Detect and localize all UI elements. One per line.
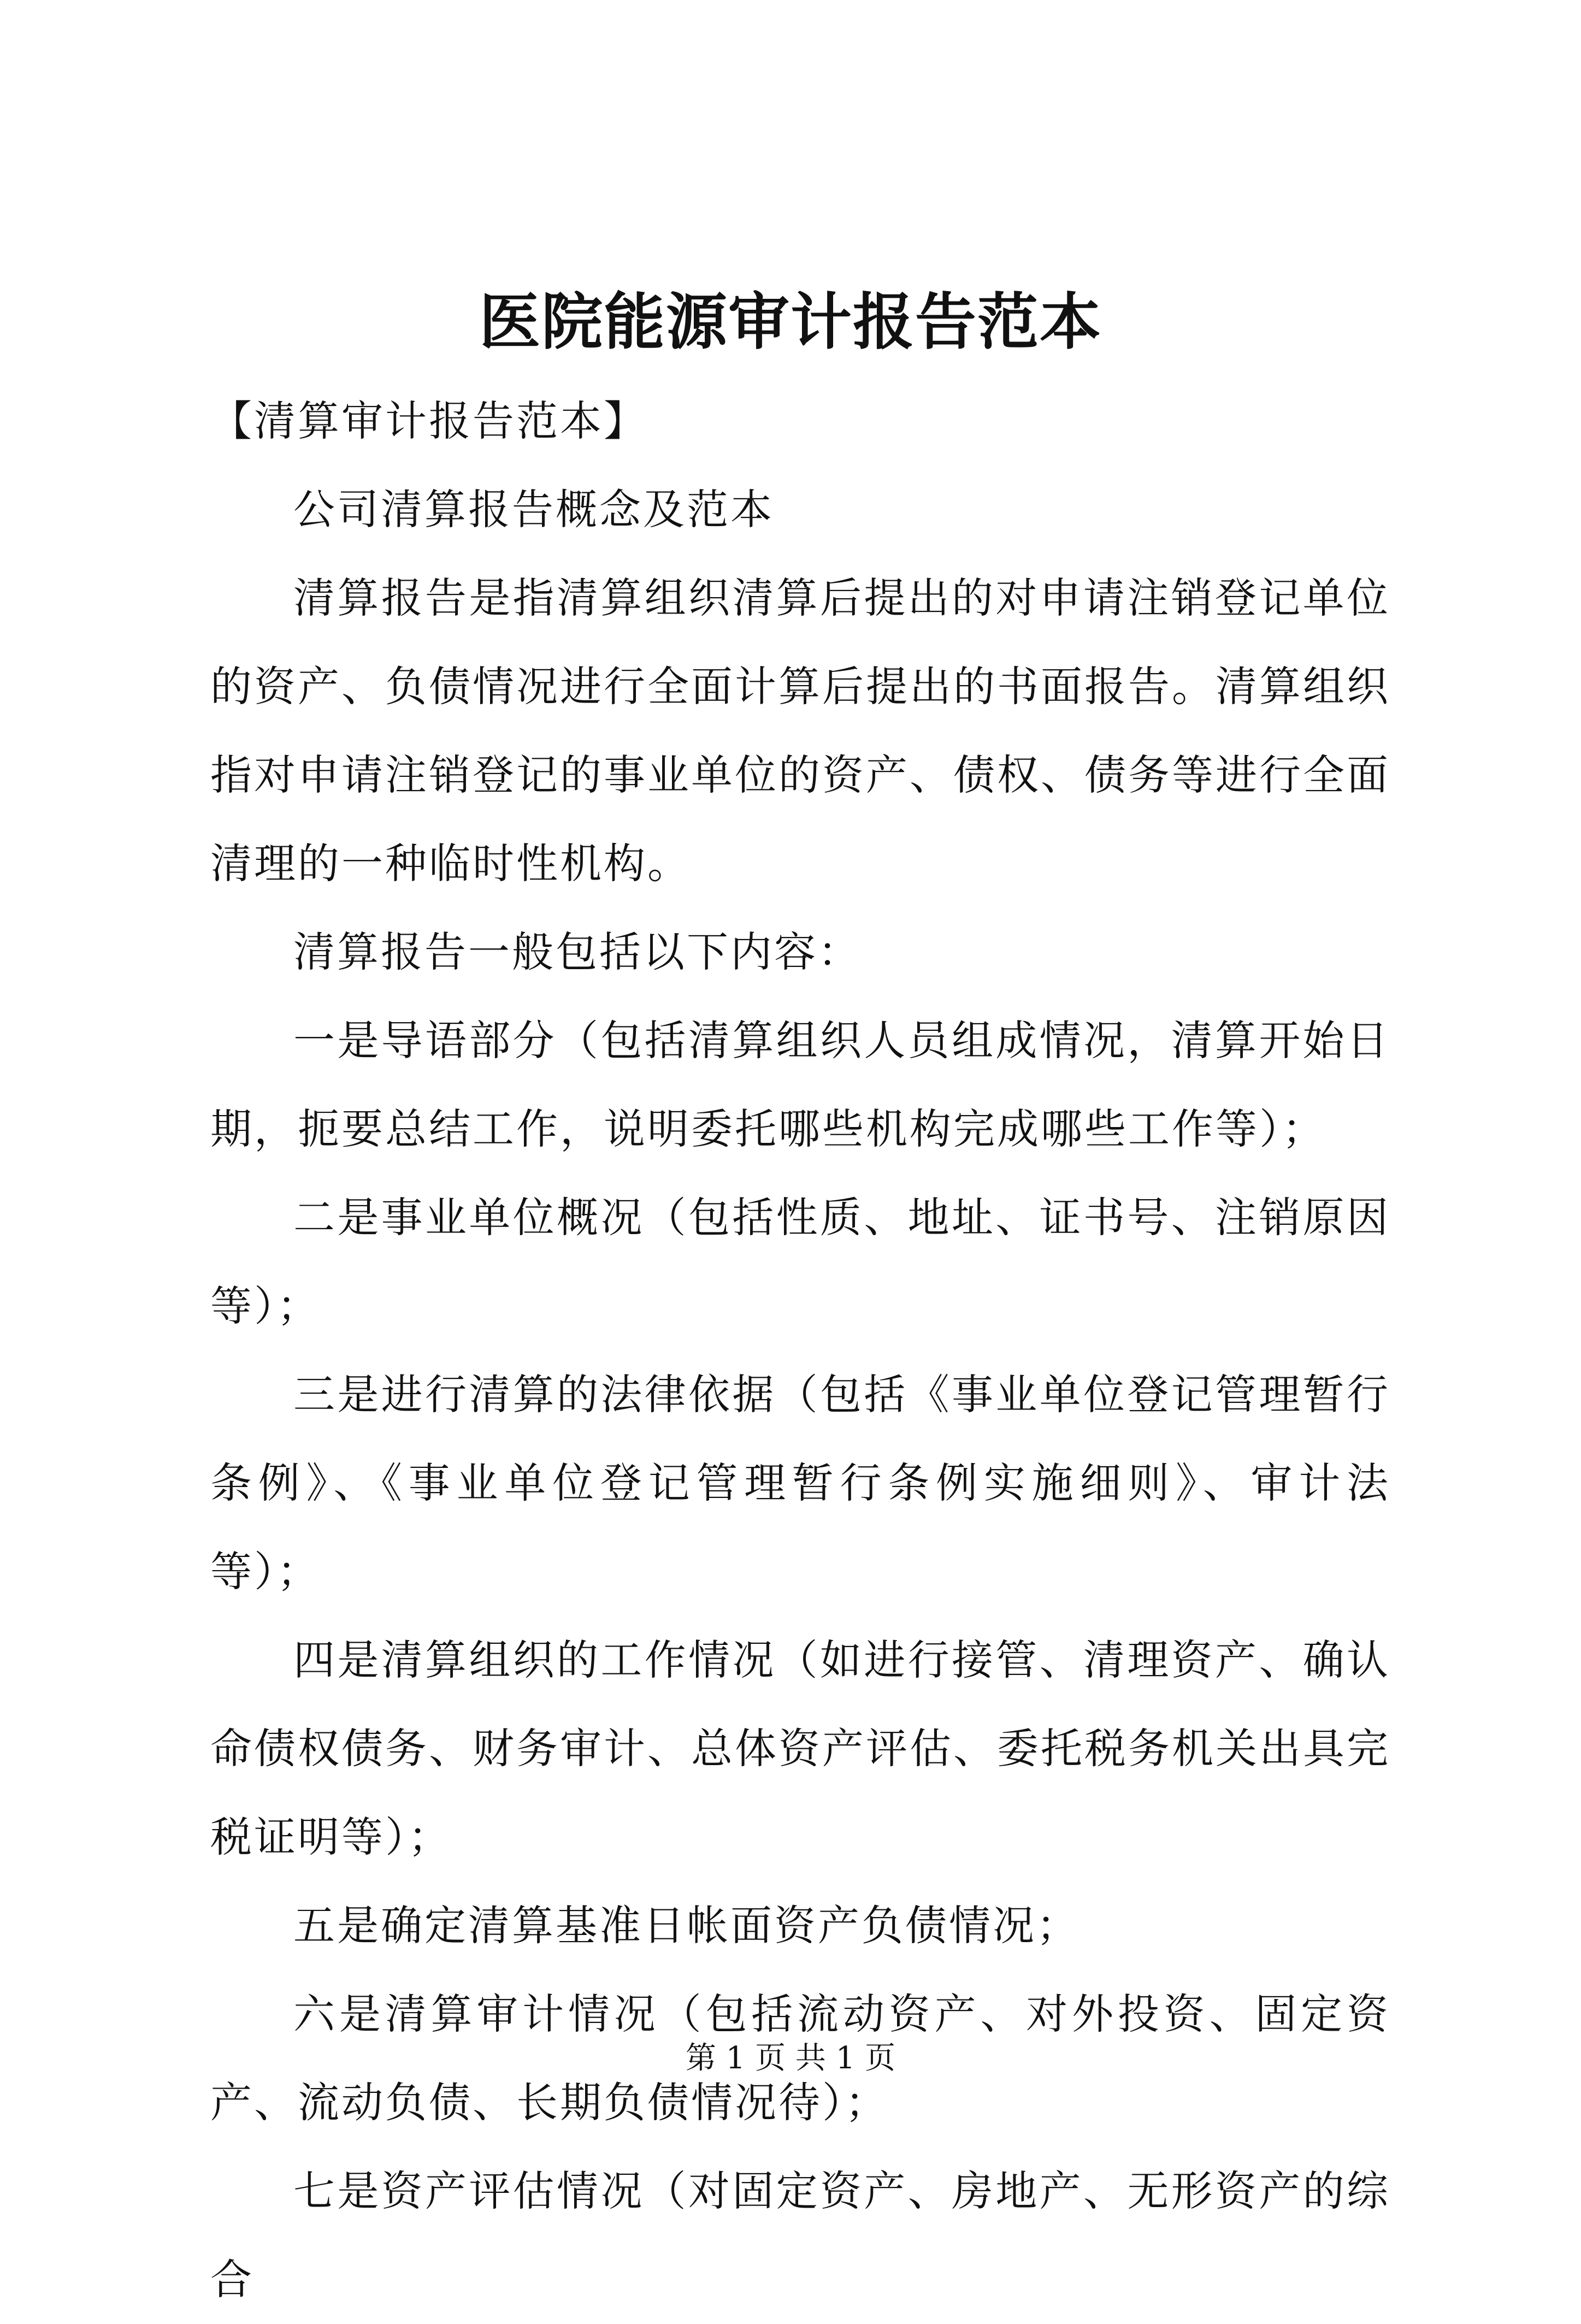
paragraph-item-1: 一是导语部分（包括清算组织人员组成情况，清算开始日期，扼要总结工作，说明委托哪些机构完成哪些工作等）； (210, 1016, 1390, 1153)
paragraph-item-2: 二是事业单位概况（包括性质、地址、证书号、注销原因等）； (210, 1193, 1390, 1330)
paragraph-item-6: 六是清算审计情况（包括流动资产、对外投资、固定资产、流动负债、长期负债情况待）； (210, 1990, 1390, 2127)
paragraph-contents-intro: 清算报告一般包括以下内容： (293, 928, 862, 976)
page-footer: 第 1 页 共 1 页 (685, 2040, 896, 2076)
paragraph-item-5: 五是确定清算基准日帐面资产负债情况； (293, 1901, 1080, 1950)
paragraph-item-3: 三是进行清算的法律依据（包括《事业单位登记管理暂行条例》、《事业单位登记管理暂行条例实施细则》、审计法等）； (210, 1370, 1390, 1596)
paragraph-section-heading: 【清算审计报告范本】 (210, 397, 647, 445)
paragraph-item-4: 四是清算组织的工作情况（如进行接管、清理资产、确认命债权债务、财务审计、总体资产评估、委托税务机关出具完税证明等）； (210, 1636, 1390, 1861)
paragraph-item-7: 七是资产评估情况（对固定资产、房地产、无形资产的综合 (210, 2167, 1390, 2304)
paragraph-definition: 清算报告是指清算组织清算后提出的对申请注销登记单位的资产、负债情况进行全面计算后提出的书面报告。清算组织指对申请注销登记的事业单位的资产、债权、债务等进行全面清理的一种临时性机构。 (210, 574, 1390, 888)
paragraph-subtitle: 公司清算报告概念及范本 (293, 485, 774, 534)
document-body (210, 377, 1390, 2324)
document-title: 医院能源审计报告范本 (479, 286, 1102, 358)
